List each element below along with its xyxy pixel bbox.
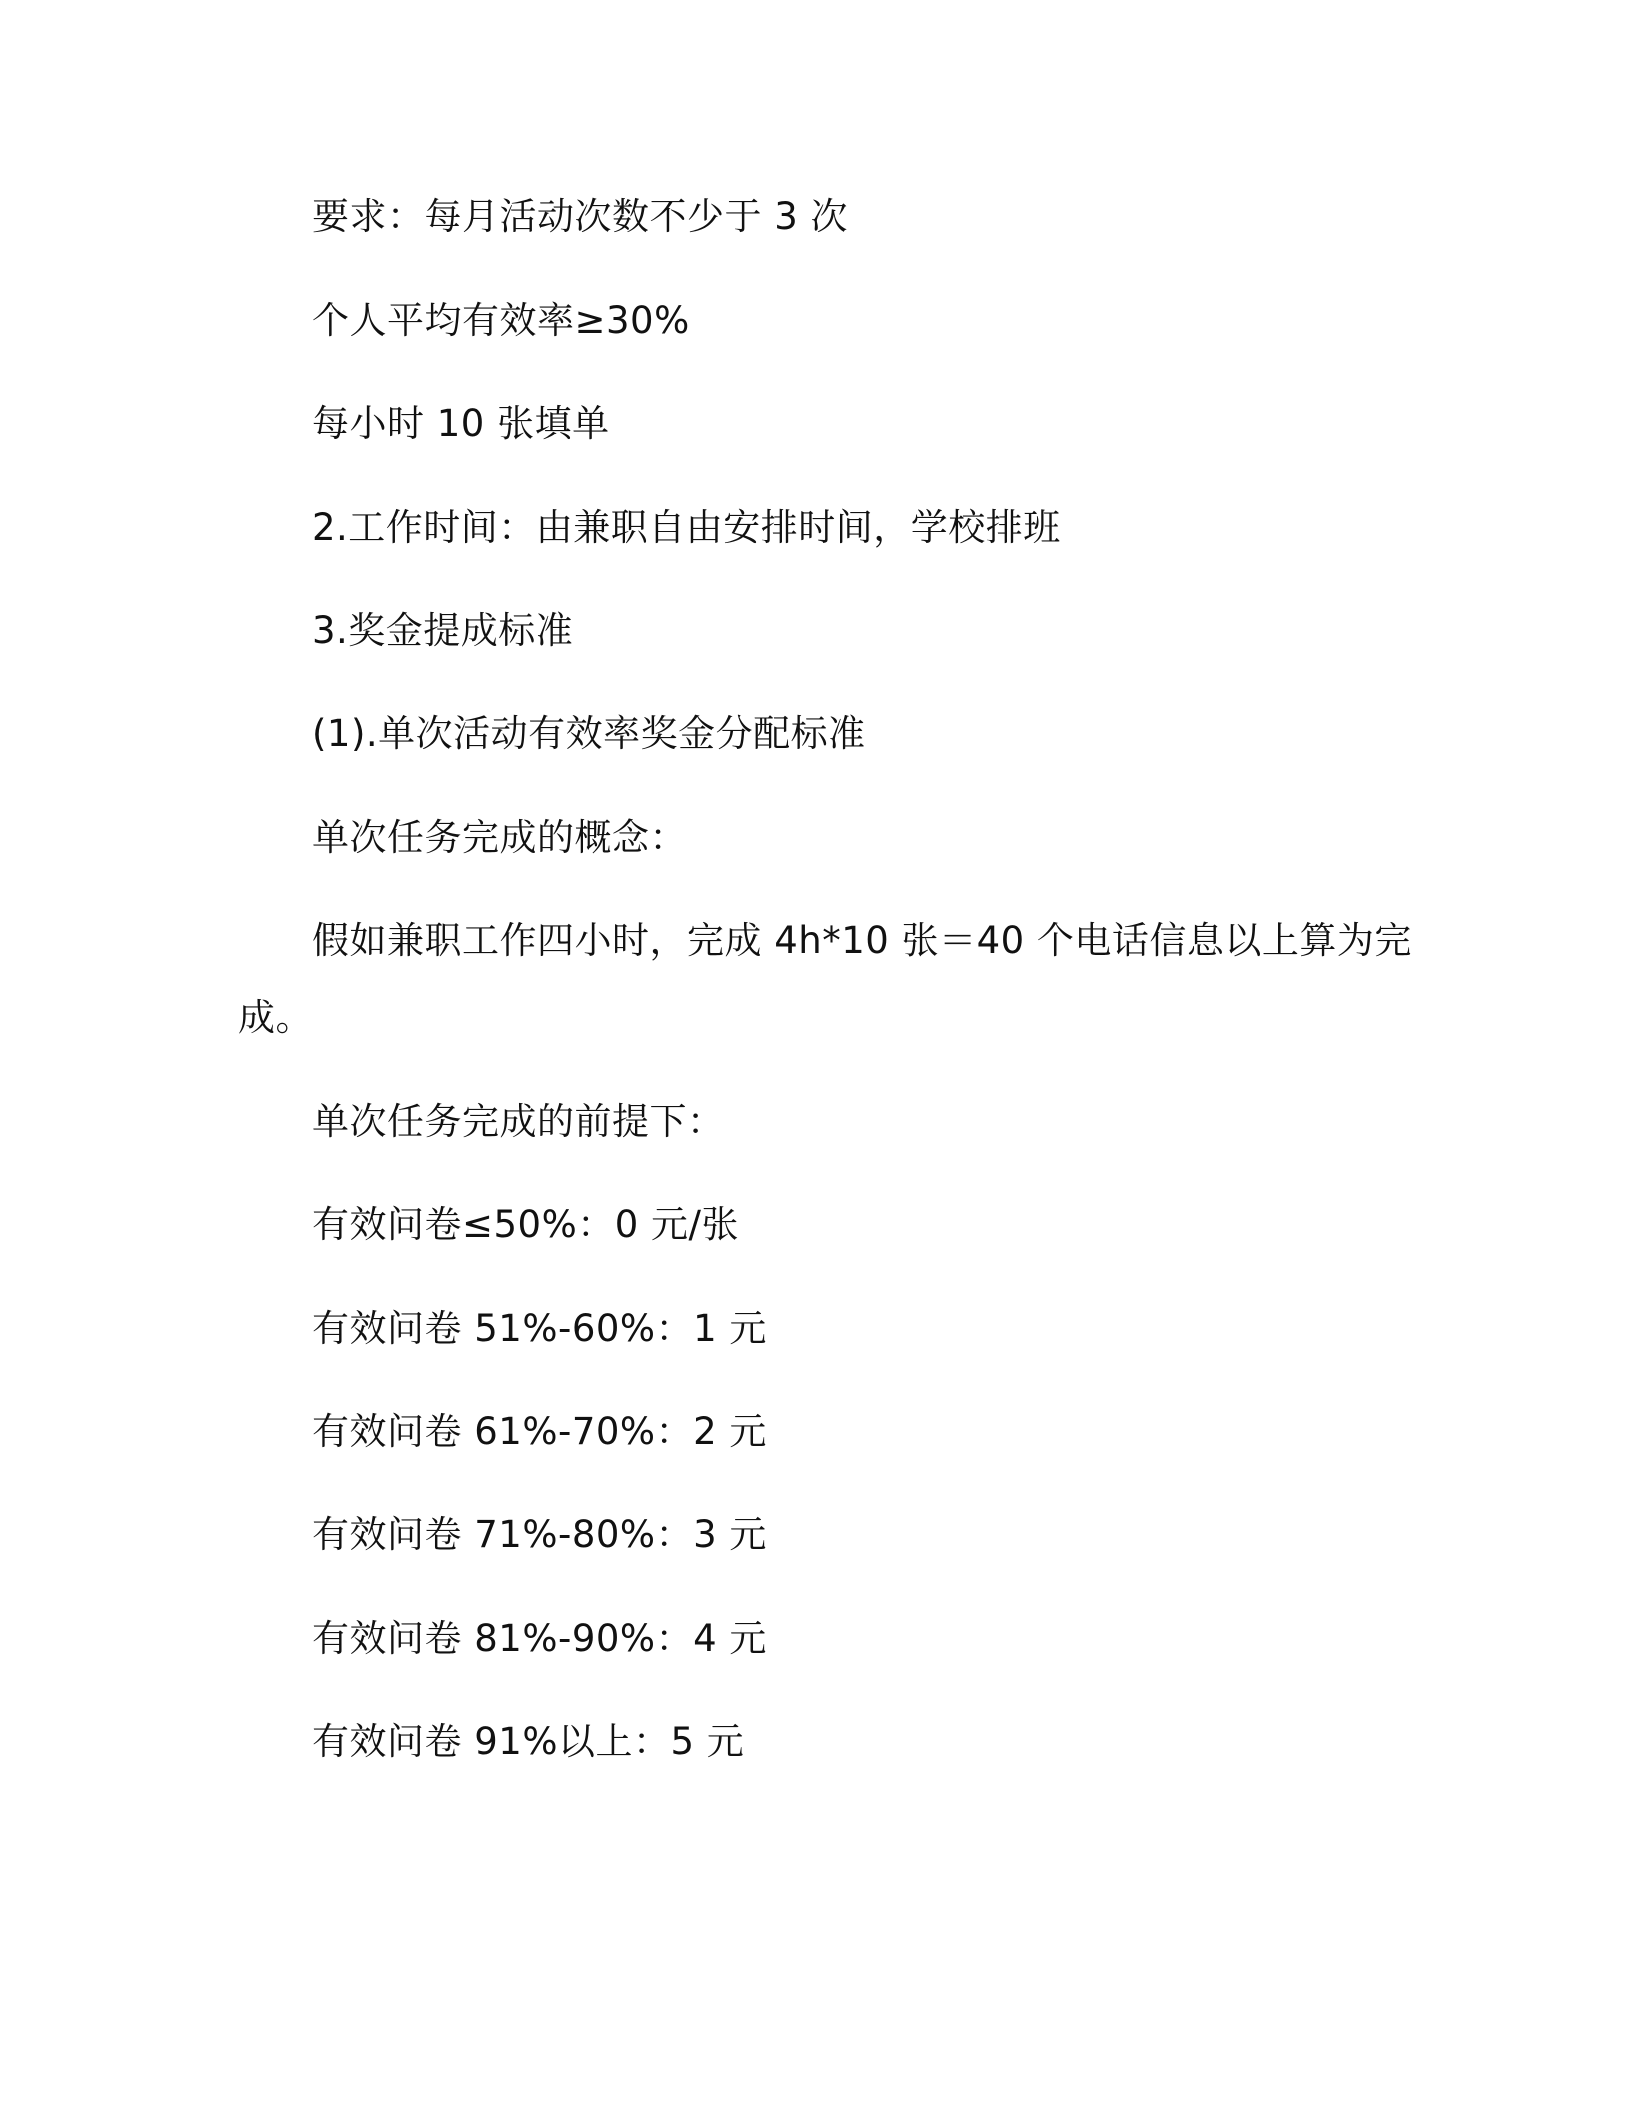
bonus-heading: 3.奖金提成标准 [312, 609, 574, 652]
task-concept-line: 单次任务完成的概念： [312, 816, 687, 859]
rate-tier-3: 有效问卷 61%-70%：2 元 [312, 1410, 767, 1453]
premise-line: 单次任务完成的前提下： [312, 1100, 725, 1143]
rate-tier-6: 有效问卷 91%以上：5 元 [312, 1720, 745, 1763]
task-example-continuation: 成。 [238, 996, 313, 1039]
work-time-line: 2.工作时间：由兼职自由安排时间，学校排班 [312, 506, 1061, 549]
rate-tier-2: 有效问卷 51%-60%：1 元 [312, 1307, 767, 1350]
rate-tier-4: 有效问卷 71%-80%：3 元 [312, 1513, 767, 1556]
rate-tier-1: 有效问卷≤50%：0 元/张 [312, 1203, 740, 1246]
task-example-line: 假如兼职工作四小时，完成 4h*10 张＝40 个电话信息以上算为完 [312, 919, 1412, 962]
efficiency-line: 个人平均有效率≥30% [312, 299, 690, 342]
rate-tier-5: 有效问卷 81%-90%：4 元 [312, 1617, 767, 1660]
bonus-subheading: (1).单次活动有效率奖金分配标准 [312, 712, 866, 755]
hourly-forms-line: 每小时 10 张填单 [312, 402, 610, 445]
requirement-line: 要求：每月活动次数不少于 3 次 [312, 195, 849, 238]
